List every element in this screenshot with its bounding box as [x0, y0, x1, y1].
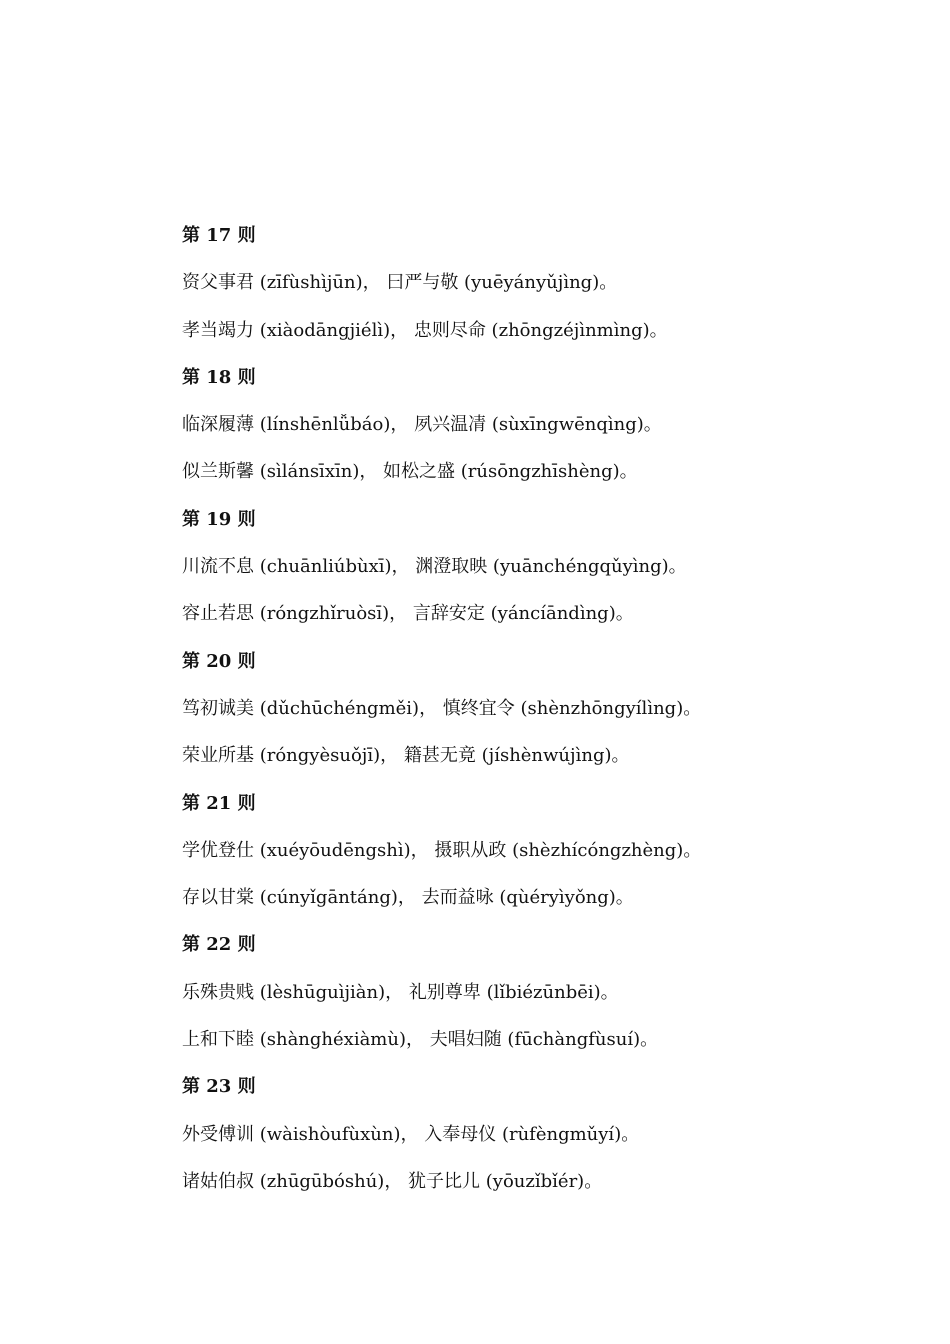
section-20 [182, 638, 902, 780]
section-22 [182, 921, 902, 1063]
verse-line: 乐殊贵贱 (lèshūguìjiàn)， 礼别尊卑 (lǐbiézūnbēi)。 [182, 981, 619, 1003]
verse-line: 容止若思 (róngzhǐruòsī)， 言辞安定 (yáncíāndìng)。 [182, 603, 634, 625]
section-18 [182, 354, 902, 496]
section-21 [182, 780, 902, 922]
verse-line: 存以甘棠 (cúnyǐgāntáng)， 去而益咏 (qùéryìyǒng)。 [182, 887, 634, 909]
verse-line: 似兰斯馨 (sìlánsīxīn)， 如松之盛 (rúsōngzhīshèng)。 [182, 461, 638, 483]
section-heading: 第 22 则 [182, 934, 256, 956]
verse-line: 笃初诚美 (dǔchūchéngměi)， 慎终宜令 (shènzhōngyílìng)。 [182, 697, 702, 719]
verse-line: 上和下睦 (shànghéxiàmù)， 夫唱妇随 (fūchàngfùsuí)。 [182, 1029, 659, 1051]
section-heading: 第 17 则 [182, 225, 256, 246]
section-heading: 第 18 则 [182, 366, 256, 388]
verse-line: 资父事君 (zīfùshìjūn)， 曰严与敬 (yuēyányǔjìng)。 [182, 272, 618, 294]
section-heading: 第 19 则 [182, 508, 256, 530]
section-19 [182, 496, 902, 638]
section-heading: 第 23 则 [182, 1076, 256, 1098]
verse-line: 孝当竭力 (xiàodāngjiélì)， 忠则尽命 (zhōngzéjìnmìng)。 [182, 319, 668, 341]
verse-line: 川流不息 (chuānliúbùxī)， 渊澄取映 (yuānchéngqǔyìng)。 [182, 556, 687, 578]
section-17 [182, 212, 902, 354]
verse-line: 临深履薄 (línshēnlǚbáo)， 夙兴温凊 (sùxīngwēnqìng)。 [182, 414, 662, 436]
verse-line: 荣业所基 (róngyèsuǒjī)， 籍甚无竟 (jíshènwújìng)。 [182, 745, 630, 767]
verse-line: 学优登仕 (xuéyōudēngshì)， 摄职从政 (shèzhícóngzhèng)。 [182, 839, 702, 861]
section-heading: 第 20 则 [182, 650, 256, 672]
verse-line: 外受傅训 (wàishòufùxùn)， 入奉母仪 (rùfèngmǔyí)。 [182, 1123, 640, 1145]
section-heading: 第 21 则 [182, 792, 256, 814]
verse-line: 诸姑伯叔 (zhūgūbóshú)， 犹子比儿 (yōuzǐbǐér)。 [182, 1170, 603, 1192]
section-23 [182, 1063, 902, 1205]
document-page [182, 212, 902, 1205]
